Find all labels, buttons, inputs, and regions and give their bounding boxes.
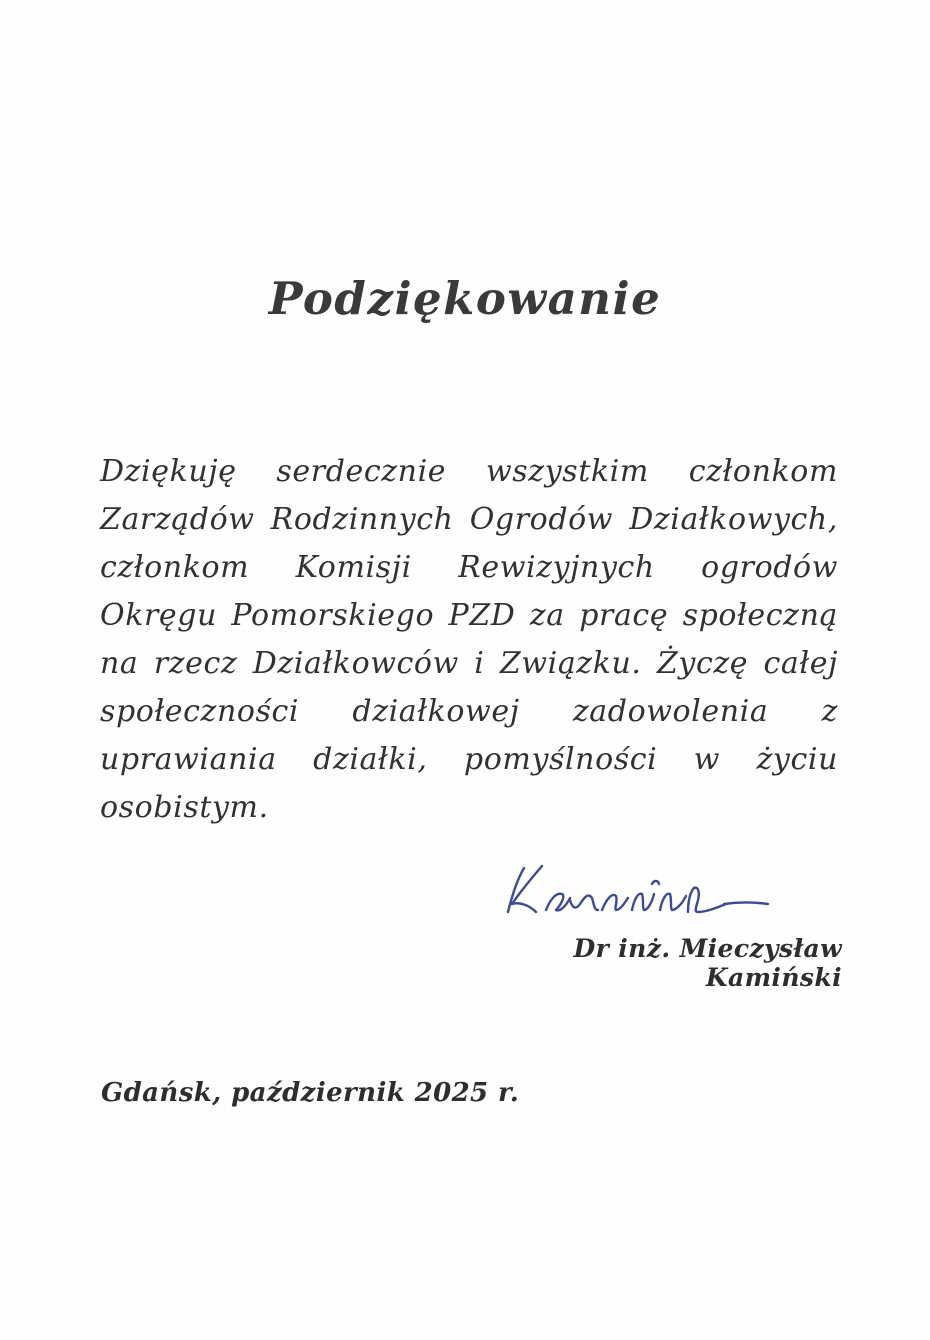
signature-icon xyxy=(502,860,802,922)
page-title: Podziękowanie xyxy=(268,272,662,325)
place-and-date: Gdańsk, październik 2025 r. xyxy=(101,1078,520,1108)
thank-you-body-text: Dziękuję serdecznie wszystkim członkom Zarządów Rodzinnych Ogrodów Działkowych, członkom Komisji Rewizyjnych ogrodów Okręgu Pomorskiego PZD za pracę społeczną na rzecz Działkowców i Związku. Życzę całej społeczności działkowej zadowolenia z uprawiania działki, pomyślności w życiu osobistym. xyxy=(100,454,838,825)
handwritten-signature xyxy=(430,860,850,926)
signatory-name: Dr inż. Mieczysław Kamiński xyxy=(573,934,842,992)
signature-block xyxy=(430,860,850,992)
